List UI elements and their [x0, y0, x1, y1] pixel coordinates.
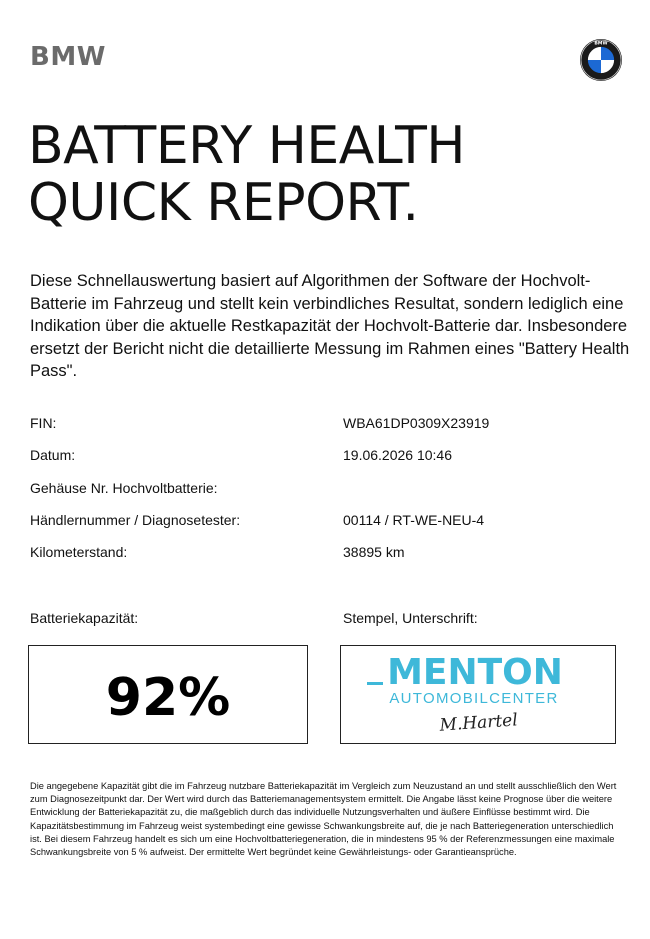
- info-label: FIN:: [30, 415, 57, 431]
- info-label: Gehäuse Nr. Hochvoltbatterie:: [30, 480, 218, 496]
- report-title-line-2: QUICK REPORT.: [28, 173, 419, 233]
- report-title-line-1: BATTERY HEALTH: [28, 116, 465, 176]
- stamp-company: MENTON: [387, 652, 563, 693]
- info-value: 38895 km: [343, 544, 405, 560]
- stamp-label: Stempel, Unterschrift:: [343, 610, 478, 626]
- brand-name: BMW: [30, 42, 106, 72]
- disclaimer-footnote: Die angegebene Kapazität gibt die im Fahrzeug nutzbare Batteriekapazität im Vergleich zum Neuzustand an und stellt ausschließlich den Wert zum Diagnosezeitpunkt dar. Der Wert wird durch das Batteriemanagementsystem ermittelt. Die Angabe lässt keine Prognose über die weitere Entwicklung der Batteriekapazität zu, die maßgeblich durch das individuelle Nutzungsverhalten und äußere Einflüsse bestimmt wird. Die Kapazitätsbestimmung im Fahrzeug weist systembedingt eine gewisse Schwankungsbreite auf, die je nach Batteriegeneration unterschiedlich ist. Bei diesem Fahrzeug handelt es sich um eine Hochvoltbatteriegeneration, die in mindestens 95 % der Referenzmessungen eine maximale Schwankungsbreite von 5 % aufweist. Der ermittelte Wert begründet keine Gewährleistungs- oder Garantieansprüche.: [30, 781, 617, 858]
- capacity-value: 92%: [105, 668, 231, 728]
- intro-paragraph: Diese Schnellauswertung basiert auf Algorithmen der Software der Hochvolt-Batterie im Fahrzeug und stellt kein verbindliches Resultat, sondern lediglich eine Indikation über die aktuelle Restkapazität der Hochvolt-Batterie dar. Insbesondere ersetzt der Bericht nicht die detaillierte Messung im Rahmen eines "Battery Health Pass".: [30, 272, 630, 380]
- bmw-roundel-icon: [579, 38, 623, 82]
- logo-lettering: BMW: [594, 41, 608, 47]
- dealer-stamp: [341, 646, 615, 743]
- info-label: Händlernummer / Diagnosetester:: [30, 512, 241, 528]
- info-label: Kilometerstand:: [30, 544, 128, 560]
- capacity-box: [28, 645, 308, 744]
- info-label: Datum:: [30, 447, 76, 463]
- report-title: [28, 118, 628, 232]
- info-value: WBA61DP0309X23919: [343, 415, 490, 431]
- signature: M.Hartel: [438, 710, 519, 736]
- info-value: 00114 / RT-WE-NEU-4: [343, 512, 485, 528]
- stamp-subtitle: AUTOMOBILCENTER: [389, 690, 559, 707]
- info-value: 19.06.2026 10:46: [343, 447, 452, 463]
- stamp-box: [340, 645, 616, 744]
- capacity-label: Batteriekapazität:: [30, 610, 139, 626]
